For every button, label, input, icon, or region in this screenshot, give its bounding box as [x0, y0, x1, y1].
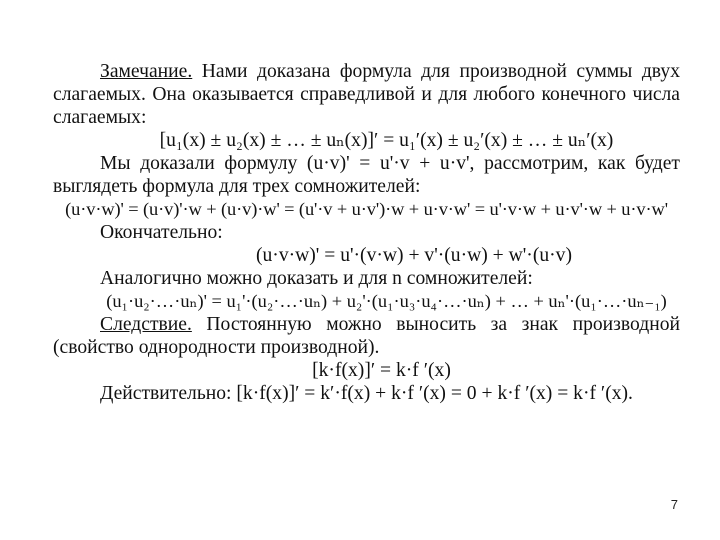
formula-sum: [u₁(x) ± u₂(x) ± … ± uₙ(x)]′ = u₁′(x) ± u₂′(x) ± … ± uₙ′(x) — [159, 130, 614, 151]
page-number: 7 — [670, 497, 678, 512]
formula-n: (u₁·u₂·…·uₙ)' = u₁'·(u₂·…·uₙ) + u₂'·(u₁·u₃·u₄·…·uₙ) + … + uₙ'·(u₁·…·uₙ₋₁) — [106, 291, 667, 311]
slide-content — [53, 60, 680, 405]
finally-label: Окончательно: — [100, 222, 223, 243]
formula-const: [k·f(x)]′ = k·f ′(x) — [312, 360, 451, 381]
proof-line: Действительно: [k·f(x)]′ = k′·f(x) + k·f ′(x) = 0 + k·f ′(x) = k·f ′(x). — [100, 383, 633, 404]
corollary-label: Следствие. — [100, 314, 192, 335]
remark-text: Нами доказана формула для производной суммы двух слагаемых. Она оказывается справедливой и для любого конечного числа слагаемых: — [53, 61, 680, 128]
remark-paragraph — [53, 60, 680, 129]
corollary-text: Постоянную можно выносить за знак производной (свойство однородности производной). — [53, 314, 680, 358]
n-factors-text: Аналогично можно доказать и для n сомножителей: — [100, 268, 533, 289]
formula-three-expand: (u·v·w)' = (u·v)'·w + (u·v)·w' = (u'·v + u·v')·w + u·v·w' = u'·v·w + u·v'·w + u·v·w' — [65, 199, 668, 219]
formula-three-final: (u·v·w)' = u'·(v·w) + v'·(u·w) + w'·(u·v) — [255, 245, 573, 266]
remark-label: Замечание. — [100, 61, 193, 82]
corollary-paragraph — [53, 313, 680, 359]
product-intro: Мы доказали формулу (u·v)' = u'·v + u·v', рассмотрим, как будет выглядеть формула для трех сомножителей: — [53, 153, 680, 197]
